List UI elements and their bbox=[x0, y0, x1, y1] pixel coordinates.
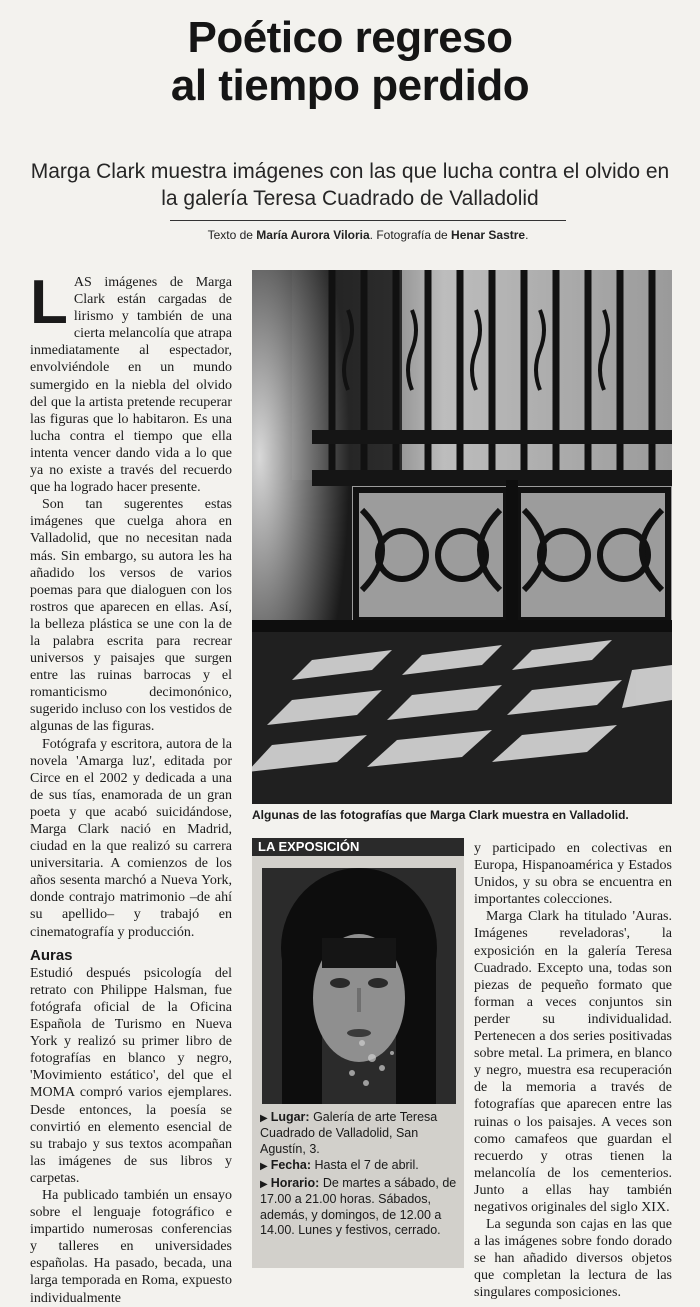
credit-text-label: Texto de bbox=[207, 228, 253, 242]
article-column-right bbox=[474, 840, 672, 1302]
headline-line-2: al tiempo perdido bbox=[170, 61, 530, 110]
paragraph-3: Fotógrafa y escritora, autora de la novela 'Amarga luz', editada por Circe en el 2002 y dedicada a una de sus tías, enamorada de un gran poeta y que acabó suicidándose, Marga Clark nació en Madrid, ciudad en la que realizó su carrera universitaria. A comienzos de los años sesenta marchó a Nueva York, donde contrajo matrimonio –de ahí su apellido– y trabajó en cinematografía y producción. bbox=[30, 736, 232, 940]
info-horario bbox=[260, 1176, 460, 1238]
info-fecha bbox=[260, 1158, 460, 1174]
credit-photo-label: . Fotografía de bbox=[369, 228, 448, 242]
portrait-photo bbox=[262, 868, 456, 1104]
fecha-label: Fecha: bbox=[270, 1158, 311, 1172]
photo-caption: Algunas de las fotografías que Marga Clark muestra en Valladolid. bbox=[252, 808, 629, 822]
article-column-left bbox=[30, 268, 232, 1307]
credit-author: María Aurora Viloria bbox=[256, 228, 370, 242]
subhead-divider bbox=[170, 220, 566, 221]
gate-photo bbox=[252, 270, 672, 804]
section-title: Auras bbox=[30, 946, 73, 964]
horario-label: Horario: bbox=[270, 1176, 320, 1190]
headline-line-1: Poético regreso bbox=[187, 13, 513, 62]
paragraph-2: Son tan sugerentes estas imágenes que cuelga ahora en Valladolid, que no necesitan nada más. Sin embargo, su autora les ha añadido los versos de varios poemas para que dialoguen con los rostros que aparecen en ellas. Así, la belleza plástica se une con la de la palabra escrita para recrear universos y paisajes que surgen entre las ruinas barrocas y el romanticismo decimonónico, sugerido incluso con los vestidos de algunas de las figuras. bbox=[30, 497, 232, 735]
portrait-photo-art bbox=[262, 868, 456, 1104]
paragraph-5: Ha publicado también un ensayo sobre el lenguaje fotográfico e impartido numerosas conferencias y talleres en universidades españolas. Ha pasado, becada, una larga temporada en Roma, expuesto individualmente bbox=[30, 1187, 232, 1306]
fecha-value: Hasta el 7 de abril. bbox=[314, 1158, 419, 1172]
horario-value: De martes a sábado, de 17.00 a 21.00 horas. Sábados, además, y domingos, de 12.00 a 14.00. Lunes y festivos, cerrado. bbox=[260, 1176, 457, 1237]
info-lugar bbox=[260, 1110, 460, 1157]
lugar-label: Lugar: bbox=[270, 1110, 310, 1124]
byline bbox=[170, 228, 566, 242]
drop-cap: L bbox=[30, 268, 68, 337]
triangle-arrow-icon: ▶ bbox=[260, 1161, 268, 1172]
paragraph-1: LAS imágenes de Marga Clark están cargadas de lirismo y también de una cierta melancolía que atrapa inmediatamente al espectador, envolviéndole en un mundo sumergido en la niebla del olvido del que la artista pretende recuperar las figuras que lo habitaron. Es una lucha contra el tiempo que ella intenta vencer dando vida a lo que ya no existe a través del recuerdo que ha logrado hacer presente. bbox=[30, 268, 232, 496]
credit-photographer: Henar Sastre bbox=[451, 228, 526, 242]
triangle-arrow-icon: ▶ bbox=[260, 1113, 268, 1124]
gate-photo-art bbox=[252, 270, 672, 804]
headline bbox=[0, 14, 700, 110]
lugar-value: Galería de arte Teresa Cuadrado de Valladolid, San Agustín, 3. bbox=[260, 1110, 438, 1156]
triangle-arrow-icon: ▶ bbox=[260, 1179, 268, 1190]
paragraph-7: Marga Clark ha titulado 'Auras. Imágenes reveladoras', la exposición en la galería Teresa Cuadrado. Excepto una, todas son piezas de pequeño formato que forman a veces conjuntos sin perder su individualidad. Pertenecen a dos series positivadas sobre metal. La primera, en blanco y negro, muestra esa recuperación de la memoria a través de fotografías que aparecen entre las ruinas o los paisajes. A veces son como camafeos que guardan el recuerdo y otras tienen la melancolía de los cementerios. Junto a ellas hay también negativos originales del siglo XIX. bbox=[474, 909, 672, 1215]
subhead: Marga Clark muestra imágenes con las que lucha contra el olvido en la galería Teresa Cuadrado de Valladolid bbox=[30, 160, 670, 210]
exposicion-header: LA EXPOSICIÓN bbox=[252, 838, 464, 856]
credit-end: . bbox=[525, 228, 529, 242]
paragraph-8: La segunda son cajas en las que a las imágenes sobre fondo dorado se han añadido diversos objetos que completan la lectura de las singulares composiciones. bbox=[474, 1217, 672, 1301]
paragraph-6: y participado en colectivas en Europa, Hispanoamérica y Estados Unidos, y su obra se encuentra en importantes colecciones. bbox=[474, 841, 672, 908]
paragraph-4: Estudió después psicología del retrato con Philippe Halsman, fue fotógrafa oficial de la Oficina Española de Turismo en Nueva York y realizó su primer libro de fotografías en blanco y negro, 'Movimiento estático', del que el MOMA compró varios ejemplares. Desde entonces, la poesía se convirtió en elemento esencial de su trabajo y sus textos acompañan las imágenes de sus libros y carpetas. bbox=[30, 965, 232, 1186]
